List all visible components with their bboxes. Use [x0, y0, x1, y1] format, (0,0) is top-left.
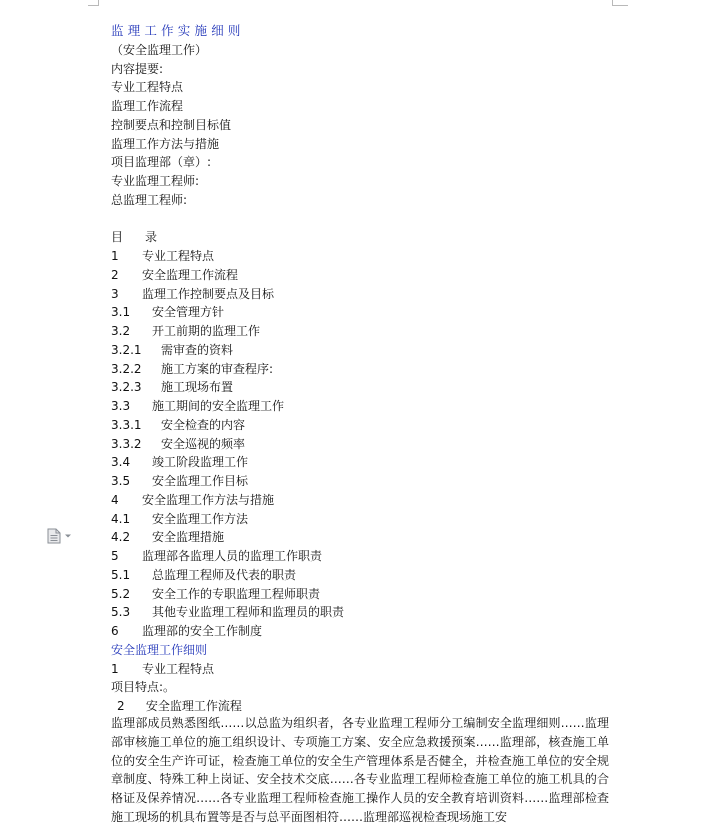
section-text: 安全监理工作流程 [145, 699, 242, 713]
toc-text: 总监理工程师及代表的职责 [152, 567, 297, 582]
toc-entry[interactable] [111, 510, 611, 529]
toc-text: 施工现场布置 [161, 380, 234, 395]
toc-number: 3.2.1 [111, 342, 142, 357]
toc-text: 开工前期的监理工作 [152, 324, 261, 338]
toc-number: 3.3.2 [111, 436, 142, 451]
toc-entry[interactable] [111, 266, 611, 285]
toc-entry[interactable] [111, 528, 611, 547]
toc-text: 竣工阶段监理工作 [152, 455, 249, 470]
summary-list [111, 78, 611, 209]
toc-text: 安全工作的专职监理工程师职责 [152, 586, 321, 601]
toc-heading-right: 录 [145, 230, 158, 245]
toc-entry[interactable] [111, 360, 611, 379]
summary-item: 监理工作流程 [111, 99, 184, 113]
toc-number: 3.1 [111, 305, 131, 320]
section-1-heading [111, 660, 611, 679]
summary-item: 控制要点和控制目标值 [111, 117, 232, 132]
section-number: 2 [117, 699, 125, 713]
toc-entry[interactable] [111, 303, 611, 322]
summary-item: 专业监理工程师: [111, 174, 200, 188]
toc-number: 4.1 [111, 511, 131, 526]
toc-number: 3 [111, 286, 119, 301]
summary-item: 总监理工程师: [111, 192, 188, 207]
toc-text: 其他专业监理工程师和监理员的职责 [152, 605, 345, 620]
crop-mark [88, 5, 99, 6]
toc-text: 施工方案的审查程序: [161, 361, 274, 376]
toc-text: 安全监理工作方法与措施 [142, 492, 275, 507]
toc-heading-left: 目 [111, 230, 124, 245]
toc-text: 安全监理工作目标 [152, 474, 249, 488]
toc-number: 6 [111, 624, 119, 638]
toc-number: 5 [111, 549, 119, 563]
project-features: 项目特点:。 [111, 680, 176, 695]
toc-number: 5.2 [111, 586, 131, 601]
toc-entry[interactable] [111, 566, 611, 585]
summary-item: 专业工程特点 [111, 80, 184, 95]
toc-text: 安全监理工作方法 [152, 511, 249, 526]
toc-entry[interactable] [111, 603, 611, 622]
toc-entry[interactable] [111, 341, 611, 360]
toc-number: 4.2 [111, 530, 131, 545]
toc-number: 5.1 [111, 567, 131, 582]
toc-number: 3.2.2 [111, 361, 142, 376]
toc-entry[interactable] [111, 491, 611, 510]
toc-entry[interactable] [111, 397, 611, 416]
toc-entry[interactable] [111, 378, 611, 397]
document-subtitle: （安全监理工作） [111, 42, 208, 57]
section-text: 专业工程特点 [142, 661, 215, 676]
toc-text: 监理部各监理人员的监理工作职责 [142, 549, 323, 563]
toc-number: 3.3 [111, 399, 131, 413]
toc-heading [111, 228, 611, 247]
toc-entry[interactable] [111, 416, 611, 435]
body-paragraph: 监理部成员熟悉图纸……以总监为组织者，各专业监理工程师分工编制安全监理细则……监理部审核施工单位的施工组织设计、专项施工方案、安全应急救援预案……监理部，核查施工单位的安全生产许可证，检查施工单位的安全生产管理体系是否健全，并检查施工单位的安全规章制度、特殊工种上岗证、安全技术交底……各专业监理工程师检查施工单位的施工机具的合格证及保养情况……各专业监理工程师检查施工操作人员的安全教育培训资料……监理部检查施工现场的机具布置等是否与总平面图相符……监理部巡视检查现场施工安 [111, 716, 609, 824]
paste-options-button[interactable] [47, 528, 77, 544]
crop-mark [612, 5, 628, 6]
toc-number: 3.4 [111, 455, 131, 470]
toc-text: 安全管理方针 [152, 305, 225, 320]
toc-text: 安全监理措施 [152, 530, 225, 545]
toc-text: 专业工程特点 [142, 249, 215, 263]
toc-number: 2 [111, 267, 119, 282]
toc-text: 监理部的安全工作制度 [142, 624, 263, 638]
toc-entry[interactable] [111, 322, 611, 341]
document-title: 监理工作实施细则 [111, 23, 245, 38]
summary-item: 项目监理部（章）: [111, 155, 212, 170]
toc-entry[interactable] [111, 247, 611, 266]
toc-number: 3.3.1 [111, 417, 142, 432]
section-title: 安全监理工作细则 [111, 642, 208, 657]
section-number: 1 [111, 661, 119, 676]
toc-text: 需审查的资料 [161, 342, 234, 357]
toc-entry[interactable] [111, 472, 611, 491]
toc-number: 5.3 [111, 605, 131, 620]
toc-entry[interactable] [111, 585, 611, 604]
toc-number: 3.2.3 [111, 380, 142, 395]
table-of-contents [111, 247, 611, 641]
toc-text: 安全检查的内容 [161, 417, 246, 432]
toc-number: 1 [111, 249, 119, 263]
toc-entry[interactable] [111, 285, 611, 304]
toc-text: 施工期间的安全监理工作 [152, 399, 285, 413]
toc-entry[interactable] [111, 622, 611, 641]
toc-text: 安全监理工作流程 [142, 267, 239, 282]
toc-text: 监理工作控制要点及目标 [142, 286, 275, 301]
document-body[interactable] [111, 22, 611, 716]
section-2-heading [111, 697, 611, 716]
toc-entry[interactable] [111, 547, 611, 566]
document-icon [47, 528, 61, 544]
toc-text: 安全巡视的频率 [161, 436, 246, 451]
chevron-down-icon [64, 533, 72, 539]
summary-heading: 内容提要: [111, 61, 164, 76]
summary-item: 监理工作方法与措施 [111, 136, 220, 151]
toc-number: 3.5 [111, 474, 131, 488]
toc-number: 3.2 [111, 324, 131, 338]
toc-entry[interactable] [111, 435, 611, 454]
toc-entry[interactable] [111, 453, 611, 472]
toc-number: 4 [111, 492, 119, 507]
